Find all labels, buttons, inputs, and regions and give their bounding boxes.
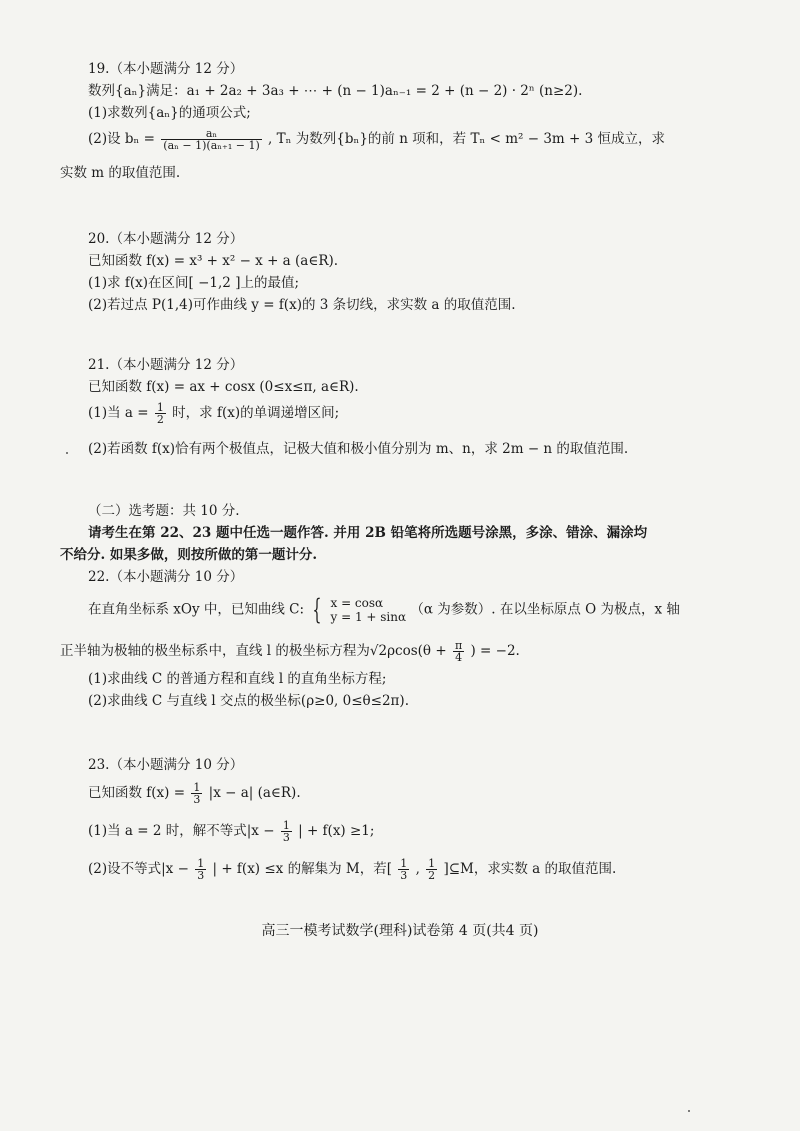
q19-part1: (1)求数列{aₙ}的通项公式; [88, 105, 251, 121]
q22-pi-fraction [453, 640, 464, 663]
q21-part1 [88, 402, 339, 425]
elective-instruction-2: 不给分. 如果多做，则按所做的第一题计分. [60, 547, 318, 563]
q22-param-x: x = cosα [330, 596, 384, 610]
q23-part1-pre: (1)当 a = 2 时，解不等式|x − [88, 823, 275, 839]
q23-header: 23.（本小题满分 10 分） [88, 757, 244, 773]
q22-param-y: y = 1 + sinα [330, 610, 407, 624]
q19-bn-denominator: (aₙ − 1)(aₙ₊₁ − 1) [163, 139, 260, 152]
q23-part2-numerator: 1 [197, 857, 205, 870]
page-footer: 高三一模考试数学(理科)试卷第 4 页(共4 页) [261, 923, 539, 939]
q22-header: 22.（本小题满分 10 分） [88, 569, 244, 585]
q21-a-denominator: 2 [156, 413, 164, 426]
q22-pi-numerator: π [454, 639, 463, 652]
q23-coef-fraction [191, 782, 202, 805]
q22-pi-denominator: 4 [455, 651, 463, 664]
q23-coef-denominator: 3 [193, 793, 201, 806]
q23-interval-left-denominator: 3 [400, 869, 408, 882]
elective-header: （二）选考题：共 10 分. [88, 503, 240, 519]
q23-line1-post: |x − a| (a∈R). [208, 785, 301, 801]
q19-header: 19.（本小题满分 12 分） [88, 61, 244, 77]
q21-a-fraction [155, 402, 166, 425]
q20-part1: (1)求 f(x)在区间[ −1,2 ]上的最值; [88, 275, 300, 291]
q22-part2: (2)求曲线 C 与直线 l 交点的极坐标(ρ≥0, 0≤θ≤2π). [88, 693, 409, 709]
q22-part1: (1)求曲线 C 的普通方程和直线 l 的直角坐标方程; [88, 671, 387, 687]
q21-condition: 已知函数 f(x) = ax + cosx (0≤x≤π, a∈R). [88, 379, 359, 395]
q23-part1-fraction [281, 820, 292, 843]
q22-param-system [330, 596, 406, 624]
q21-a-numerator: 1 [156, 401, 164, 414]
q23-part2-pre: (2)设不等式|x − [88, 861, 189, 877]
elective-instruction-1: 请考生在第 22、23 题中任选一题作答. 并用 2B 铅笔将所选题号涂黑，多涂、错涂、漏涂均 [88, 525, 648, 541]
q21-header: 21.（本小题满分 12 分） [88, 357, 244, 373]
q19-part2 [88, 128, 665, 151]
left-brace-glyph: { [312, 593, 322, 626]
q23-interval-left-fraction [398, 858, 409, 881]
q22-line1-post: （α 为参数）. 在以坐标原点 O 为极点，x 轴 [410, 601, 680, 618]
q23-interval-comma: , [415, 861, 420, 877]
q19-bn-numerator: aₙ [161, 128, 261, 140]
scan-speck [66, 452, 68, 454]
q21-part2: (2)若函数 f(x)恰有两个极值点，记极大值和极小值分别为 m、n，求 2m − n 的取值范围. [88, 441, 629, 457]
q22-line2-pre: 正半轴为极轴的极坐标系中，直线 l 的极坐标方程为√2ρcos(θ + [60, 643, 447, 659]
q22-line1-pre: 在直角坐标系 xOy 中，已知曲线 C: [88, 601, 305, 618]
q23-interval-right-fraction [426, 858, 437, 881]
q19-part2-post: , Tₙ 为数列{bₙ}的前 n 项和，若 Tₙ < m² − 3m + 3 恒成立，求 [268, 131, 665, 147]
q23-part2-mid: | + f(x) ≤x 的解集为 M，若[ [212, 861, 392, 877]
q23-condition [88, 782, 301, 805]
q23-interval-right-denominator: 2 [428, 869, 436, 882]
q22-line2 [60, 640, 520, 663]
q19-bn-fraction [161, 128, 261, 151]
q20-header: 20.（本小题满分 12 分） [88, 231, 244, 247]
q23-part1-denominator: 3 [282, 831, 290, 844]
q23-part2-denominator: 3 [197, 869, 205, 882]
q23-interval-right-numerator: 1 [428, 857, 436, 870]
q20-part2: (2)若过点 P(1,4)可作曲线 y = f(x)的 3 条切线，求实数 a 的取值范围. [88, 297, 516, 313]
q23-part1-post: | + f(x) ≥1; [298, 823, 375, 839]
q22-line1 [88, 593, 680, 626]
q23-line1-pre: 已知函数 f(x) = [88, 785, 186, 801]
q23-part2-fraction [195, 858, 206, 881]
q19-condition: 数列{aₙ}满足：a₁ + 2a₂ + 3a₃ + ⋯ + (n − 1)aₙ₋₁ = 2 + (n − 2) · 2ⁿ (n≥2). [88, 83, 583, 99]
q23-part1 [88, 820, 374, 843]
scan-speck [688, 1110, 690, 1112]
q21-part1-post: 时，求 f(x)的单调递增区间; [172, 405, 340, 421]
q21-part1-pre: (1)当 a = [88, 405, 149, 421]
q23-part2 [88, 858, 616, 881]
q23-part1-numerator: 1 [282, 819, 290, 832]
q19-part2-pre: (2)设 bₙ = [88, 131, 155, 147]
q23-coef-numerator: 1 [193, 781, 201, 794]
q23-interval-left-numerator: 1 [400, 857, 408, 870]
q20-condition: 已知函数 f(x) = x³ + x² − x + a (a∈R). [88, 253, 339, 269]
q23-part2-post: ]⊆M，求实数 a 的取值范围. [443, 861, 617, 877]
q22-line2-post: ) = −2. [470, 643, 520, 659]
q19-part2-cont: 实数 m 的取值范围. [60, 165, 181, 181]
